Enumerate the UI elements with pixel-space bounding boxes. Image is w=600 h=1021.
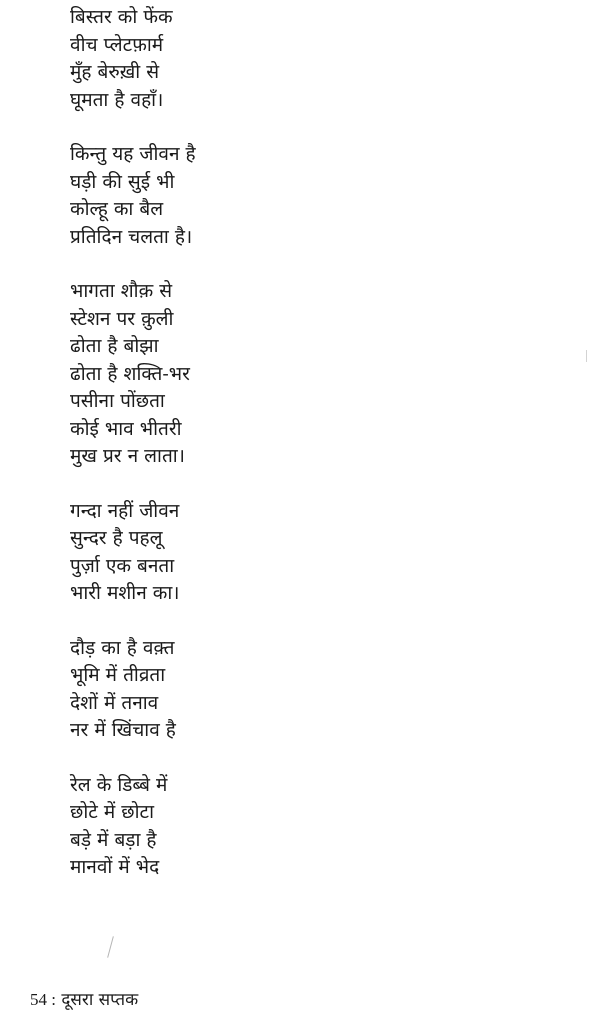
poem-line: बड़े में बड़ा है <box>70 828 157 851</box>
poem-line: बिस्तर को फेंक <box>70 6 173 28</box>
poem-line: कोल्हू का बैल <box>70 198 164 220</box>
poem-line: ढोता है शक्ति-भर <box>70 362 190 385</box>
poem-line: मुख प्रर न लाता। <box>70 445 185 467</box>
poem-line: दौड़ का है वक़्त <box>70 636 175 659</box>
poem-line: मुँह बेरुख़ी से <box>70 61 160 83</box>
poem-line: किन्तु यह जीवन है <box>70 143 196 165</box>
poem-line: देशों में तनाव <box>70 691 159 714</box>
poem-line: सुन्दर है पहलू <box>70 527 163 549</box>
poem-line: भूमि में तीव्रता <box>70 664 166 686</box>
poem-line: रेल के डिब्बे में <box>70 773 168 796</box>
poem-line: ढोता है बोझा <box>70 335 159 357</box>
page-footer <box>30 988 138 1012</box>
poem-stanza <box>70 4 550 114</box>
poem-body <box>70 4 550 909</box>
poem-line: छोटे में छोटा <box>70 801 154 823</box>
poem-stanza <box>70 635 550 745</box>
poem-line: पसीना पोंछता <box>70 390 165 412</box>
page-number: 54 : <box>30 990 56 1009</box>
poem-stanza <box>70 141 550 251</box>
poem-line: गन्दा नहीं जीवन <box>70 499 180 522</box>
poem-line: घड़ी की सुई भी <box>70 170 175 193</box>
poem-line: पुर्ज़ा एक बनता <box>70 554 175 577</box>
poem-stanza <box>70 498 550 608</box>
poem-line: नर में खिंचाव है <box>70 719 176 741</box>
scan-mark <box>107 936 114 958</box>
poem-line: घूमता है वहाँ। <box>70 88 164 111</box>
poem-line: मानवों में भेद <box>70 856 160 878</box>
poem-line: स्टेशन पर क़ुली <box>70 307 174 330</box>
scan-mark <box>586 350 587 362</box>
poem-line: प्रतिदिन चलता है। <box>70 225 193 248</box>
poem-line: वीच प्लेटफ़ार्म <box>70 33 164 56</box>
poem-stanza <box>70 278 550 471</box>
poem-line: भारी मशीन का। <box>70 582 180 604</box>
poem-stanza <box>70 772 550 882</box>
poem-line: कोई भाव भीतरी <box>70 417 182 440</box>
poem-line: भागता शौक़ से <box>70 280 173 302</box>
book-title: दूसरा सप्तक <box>61 990 139 1010</box>
